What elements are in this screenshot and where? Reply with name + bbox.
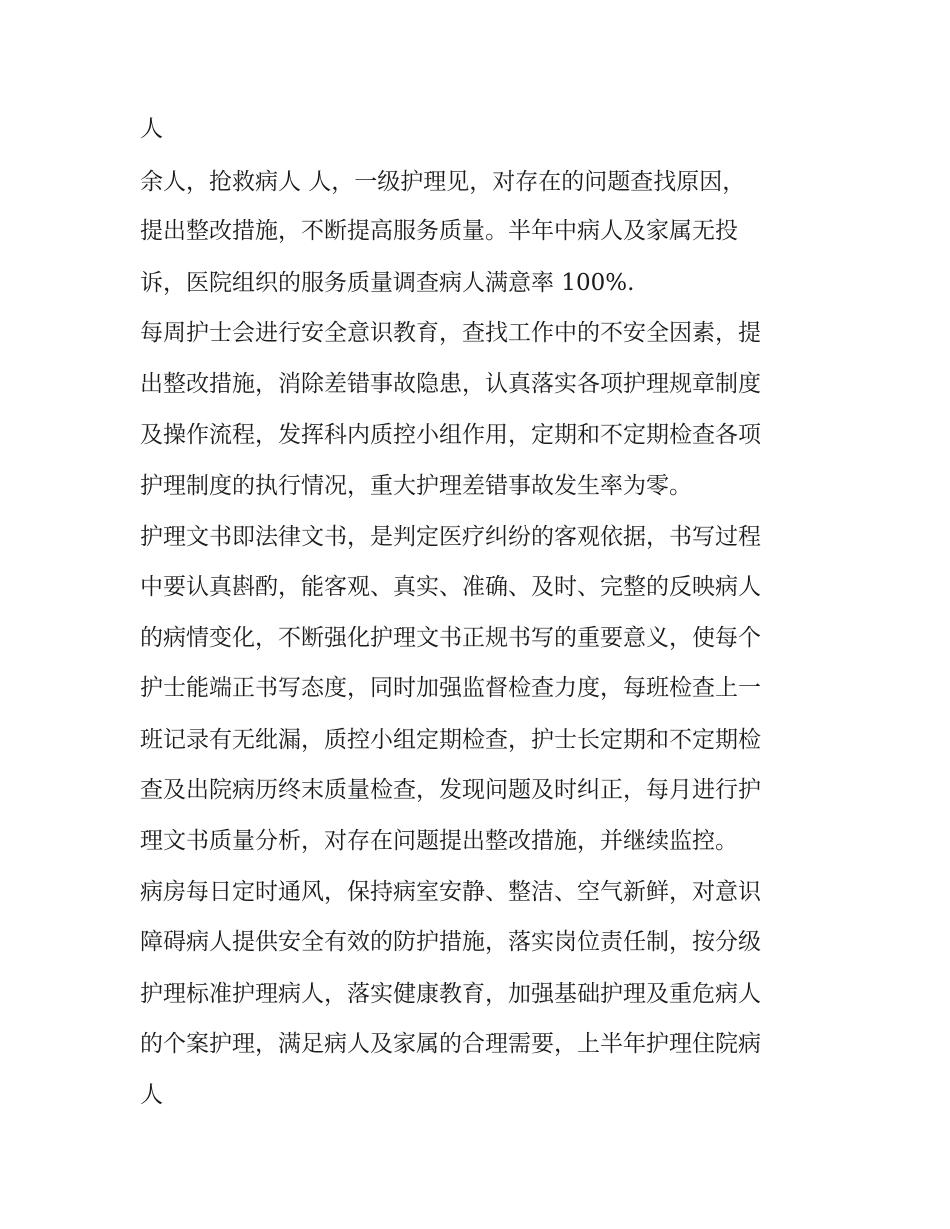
text-line: 人 bbox=[140, 1082, 163, 1108]
text-line: 查及出院病历终末质量检查，发现问题及时纠正，每月进行护 bbox=[140, 777, 761, 803]
text-line: 护理文书即法律文书，是判定医疗纠纷的客观依据，书写过程 bbox=[140, 524, 761, 550]
text-line: 余人，抢救病人 人，一级护理见，对存在的问题查找原因， bbox=[140, 169, 746, 195]
text-line: 护理制度的执行情况，重大护理差错事故发生率为零。 bbox=[140, 473, 692, 499]
text-line: 护理标准护理病人，落实健康教育，加强基础护理及重危病人 bbox=[140, 981, 761, 1007]
text-line: 病房每日定时通风，保持病室安静、整洁、空气新鲜，对意识 bbox=[140, 879, 761, 905]
text-line: 的病情变化，不断强化护理文书正规书写的重要意义，使每个 bbox=[140, 625, 761, 651]
text-line: 的个案护理，满足病人及家属的合理需要，上半年护理住院病 bbox=[140, 1031, 761, 1057]
text-line: 诉，医院组织的服务质量调查病人满意率 100%. bbox=[140, 270, 635, 296]
text-line: 障碍病人提供安全有效的防护措施，落实岗位责任制，按分级 bbox=[140, 929, 761, 955]
text-line: 提出整改措施，不断提高服务质量。半年中病人及家属无投 bbox=[140, 218, 738, 244]
text-line: 人 bbox=[140, 116, 163, 142]
text-line: 班记录有无纰漏，质控小组定期检查，护士长定期和不定期检 bbox=[140, 727, 761, 753]
text-line: 出整改措施，消除差错事故隐患，认真落实各项护理规章制度 bbox=[140, 371, 761, 397]
text-line: 中要认真斟酌，能客观、真实、准确、及时、完整的反映病人 bbox=[140, 574, 761, 600]
text-line: 及操作流程，发挥科内质控小组作用，定期和不定期检查各项 bbox=[140, 422, 761, 448]
text-line: 每周护士会进行安全意识教育，查找工作中的不安全因素，提 bbox=[140, 320, 761, 346]
text-line: 护士能端正书写态度，同时加强监督检查力度，每班检查上一 bbox=[140, 675, 761, 701]
text-line: 理文书质量分析，对存在问题提出整改措施，并继续监控。 bbox=[140, 828, 738, 854]
